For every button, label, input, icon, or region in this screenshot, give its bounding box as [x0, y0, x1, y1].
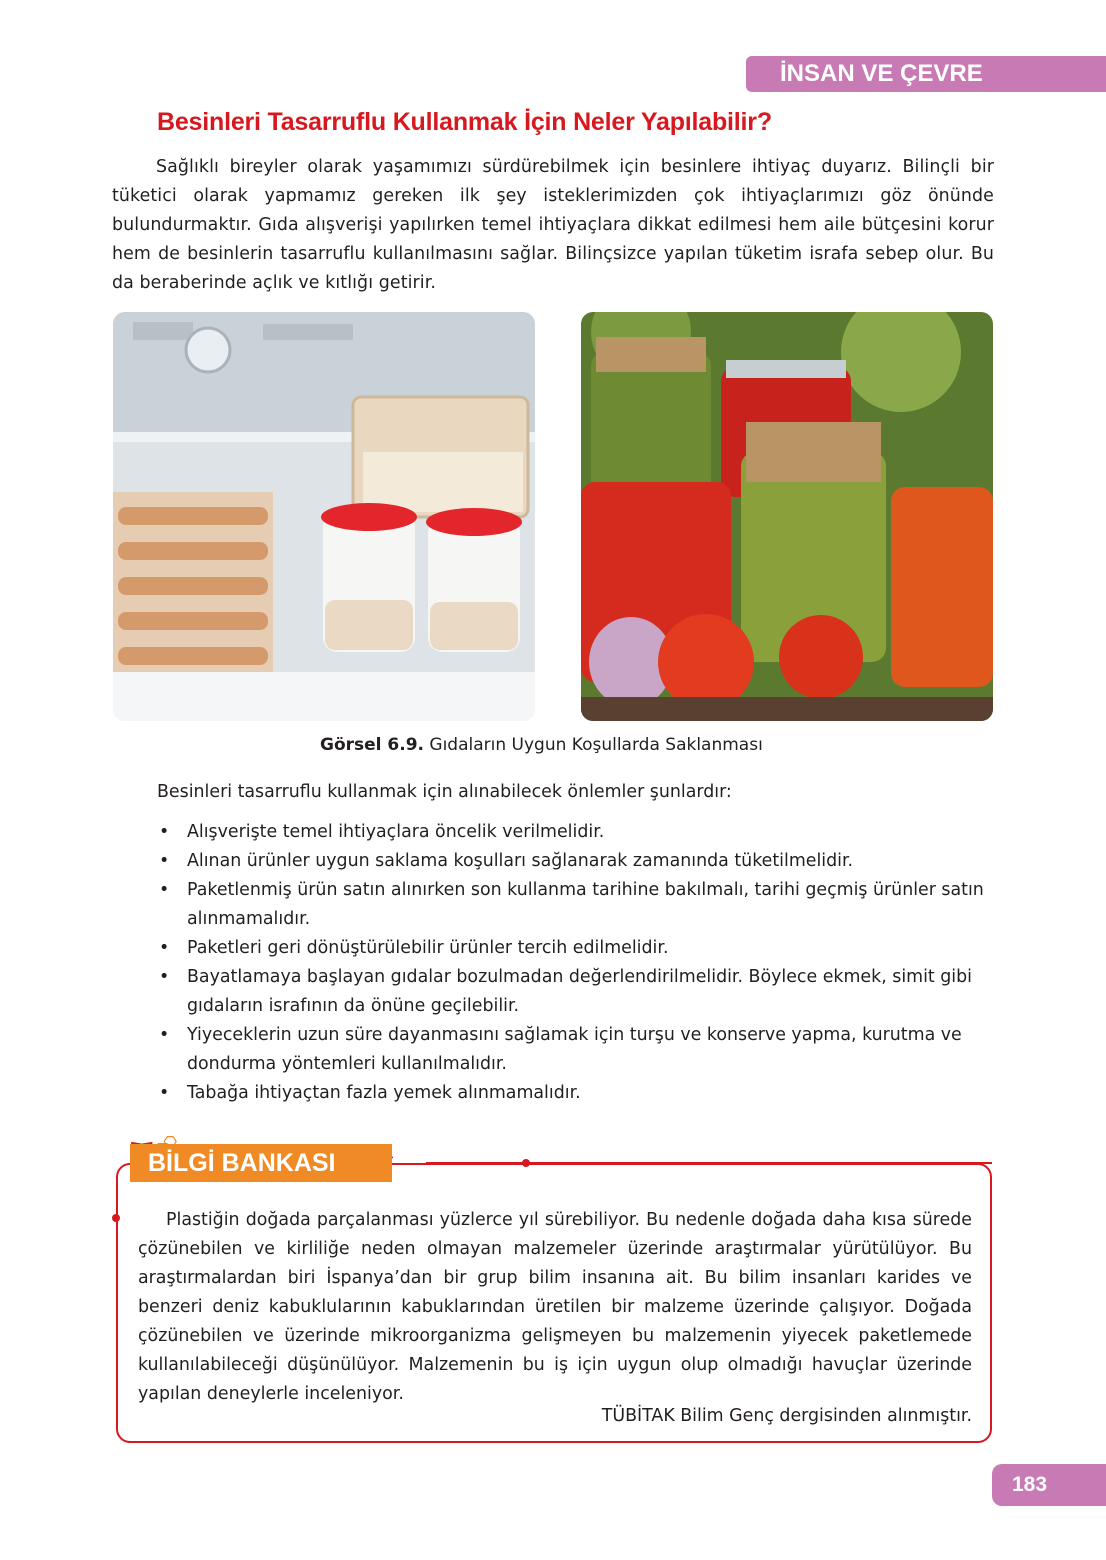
list-item: • Alınan ürünler uygun saklama koşulları sağlanarak zamanında tüketilmelidir.: [157, 847, 997, 876]
measures-list: [157, 818, 997, 1108]
list-item: • Alışverişte temel ihtiyaçlara öncelik verilmelidir.: [157, 818, 997, 847]
info-box-top-line: [426, 1162, 992, 1164]
list-item: • Tabağa ihtiyaçtan fazla yemek alınmamalıdır.: [157, 1079, 997, 1108]
section-title: Besinleri Tasarruflu Kullanmak İçin Neler Yapılabilir?: [157, 108, 772, 136]
preserved-jars-photo: [581, 312, 993, 721]
info-bank-text: Plastiğin doğada parçalanması yüzlerce yıl sürebiliyor. Bu nedenle doğada daha kısa sürede çözünebilen ve kirliliğe neden olmayan malzemeler üzerinde araştırmalar yürütülüyor. Bu araştırmalardan biri İspanya’dan bir grup bilim insanına ait. Bu bilim insanları karides ve benzeri deniz kabuklularının kabuklarından üretilen bir malzeme üzerinde çalışıyor. Doğada çözünebilen ve üzerinde mikroorganizma gelişmeyen bu malzemenin yiyecek paketlemede kullanılabileceği düşünülüyor. Malzemenin bu iş için uygun olup olmadığı havuçlar üzerinde yapılan deneylerle inceleniyor.: [138, 1210, 972, 1404]
list-item: • Bayatlamaya başlayan gıdalar bozulmadan değerlendirilmelidir. Böylece ekmek, simit gibi gıdaların israfının da önüne geçilebilir.: [157, 963, 997, 1021]
info-box-dot: [112, 1214, 120, 1222]
list-item: • Yiyeceklerin uzun süre dayanmasını sağlamak için turşu ve konserve yapma, kurutma ve dondurma yöntemleri kullanılmalıdır.: [157, 1021, 997, 1079]
unit-title-tab: İNSAN VE ÇEVRE: [746, 56, 1026, 92]
intro-paragraph: Sağlıklı bireyler olarak yaşamımızı sürdürebilmek için besinlere ihtiyaç duyarız. Bilinçli bir tüketici olarak yapmamız gereken ilk şey isteklerimizden çok ihtiyaçlarımızı göz önünde bulundurmaktır. Gıda alışverişi yapılırken temel ihtiyaçlara dikkat edilmesi hem aile bütçesini korur hem de besinlerin tasarruflu kullanılmasını sağlar. Bilinçsizce yapılan tüketim israfa sebep olur. Bu da beraberinde açlık ve kıtlığı getirir.: [112, 157, 994, 293]
page-number: 183: [992, 1464, 1106, 1506]
refrigerator-photo: [113, 312, 535, 721]
figure-caption: [320, 735, 763, 755]
measures-lead: Besinleri tasarruflu kullanmak için alınabilecek önlemler şunlardır:: [157, 782, 732, 802]
info-bank-source: TÜBİTAK Bilim Genç dergisinden alınmıştır.: [601, 1406, 972, 1426]
info-bank-title: BİLGİ BANKASI: [130, 1144, 392, 1182]
figure-label: Görsel 6.9.: [320, 735, 424, 755]
figure-caption-text: Gıdaların Uygun Koşullarda Saklanması: [429, 735, 763, 755]
info-box-dot: [522, 1159, 530, 1167]
list-item: • Paketlenmiş ürün satın alınırken son kullanma tarihine bakılmalı, tarihi geçmiş ürünler satın alınmamalıdır.: [157, 876, 997, 934]
list-item: • Paketleri geri dönüştürülebilir ürünler tercih edilmelidir.: [157, 934, 997, 963]
